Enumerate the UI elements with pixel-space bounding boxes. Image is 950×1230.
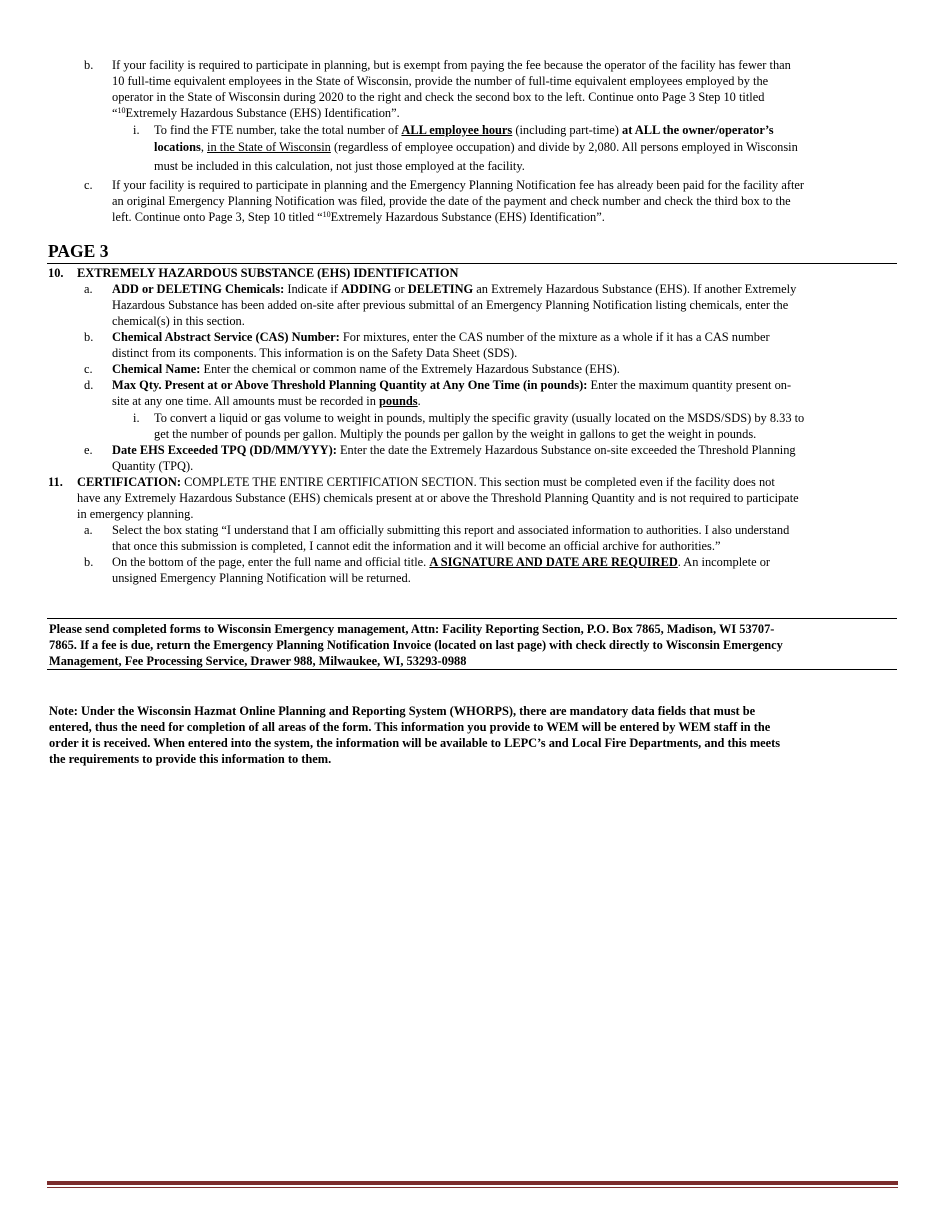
paragraph-line: distinct from its components. This information is on the Safety Data Sheet (SDS). (112, 346, 518, 360)
mailing-instructions: Management, Fee Processing Service, Drawer 988, Milwaukee, WI, 53293-0988 (49, 654, 467, 668)
paragraph-line: Date EHS Exceeded TPQ (DD/MM/YYY): Enter the date the Extremely Hazardous Substance on-site exceeded the Threshold Planning (112, 443, 796, 457)
footer-rule-thin (47, 1187, 898, 1188)
section-number: 11. (48, 475, 63, 489)
paragraph-line: get the number of pounds per gallon. Multiply the pounds per gallon by the weight in gallons to get the weight in pounds. (154, 427, 757, 441)
page-heading: PAGE 3 (48, 241, 109, 261)
paragraph-line: must be included in this calculation, not just those employed at the facility. (154, 159, 525, 173)
list-marker: b. (84, 330, 94, 344)
paragraph-line: Chemical Abstract Service (CAS) Number: For mixtures, enter the CAS number of the mixture as a whole if it has a CAS number (112, 330, 770, 344)
section-divider (47, 263, 897, 264)
list-marker: d. (84, 378, 94, 392)
paragraph-line: Select the box stating “I understand that I am officially submitting this report and associated information to authorities. I also understand (112, 523, 790, 537)
footnote-superscript: 10 (322, 210, 331, 219)
paragraph-line: unsigned Emergency Planning Notification will be returned. (112, 571, 411, 585)
paragraph-line: left. Continue onto Page 3, Step 10 titled “$^{10}$Extremely Hazardous Substance (EHS) Identification”. (112, 210, 605, 224)
paragraph-line: Chemical Name: Enter the chemical or common name of the Extremely Hazardous Substance (EHS). (112, 362, 620, 376)
list-marker: b. (84, 58, 94, 72)
paragraph-line: If your facility is required to participate in planning, but is exempt from paying the fee because the operator of the facility has fewer than (112, 58, 791, 72)
list-marker: i. (133, 123, 140, 137)
paragraph-line: 10 full-time equivalent employees in the State of Wisconsin, provide the number of full-time equivalent employees employed by the (112, 74, 769, 88)
box-bottom-border (47, 669, 897, 670)
list-marker: a. (84, 282, 93, 296)
list-marker: e. (84, 443, 93, 457)
mailing-instructions: 7865. If a fee is due, return the Emergency Planning Notification Invoice (located on last page) with check directly to Wisconsin Emergency (49, 638, 783, 652)
paragraph-line: an original Emergency Planning Notification was filed, provide the date of the payment and check number and check the third box to the (112, 194, 791, 208)
paragraph-line: chemical(s) in this section. (112, 314, 245, 328)
paragraph-line: site at any one time. All amounts must be recorded in pounds. (112, 394, 421, 408)
list-marker: i. (133, 411, 140, 425)
paragraph-line: CERTIFICATION: COMPLETE THE ENTIRE CERTIFICATION SECTION. This section must be completed even if the facility does not (77, 475, 775, 489)
paragraph-line: operator in the State of Wisconsin during 2020 to the right and check the second box to the left. Continue onto Page 3 Step 10 titled (112, 90, 765, 104)
note-paragraph: order it is received. When entered into the system, the information will be available to LEPC’s and Local Fire Departments, and this meets (49, 736, 781, 750)
paragraph-line: Max Qty. Present at or Above Threshold Planning Quantity at Any One Time (in pounds): Enter the maximum quantity present on- (112, 378, 792, 392)
paragraph-line: Quantity (TPQ). (112, 459, 194, 473)
footnote-superscript: 10 (117, 106, 126, 115)
paragraph-line: If your facility is required to participate in planning and the Emergency Planning Notification fee has already been paid for the facility after (112, 178, 805, 192)
paragraph-line: To convert a liquid or gas volume to weight in pounds, multiply the specific gravity (usually located on the MSDS/SDS) by 8.33 to (154, 411, 805, 425)
paragraph-line: have any Extremely Hazardous Substance (EHS) chemicals present at or above the Threshold Planning Quantity and is not required to participate (77, 491, 799, 505)
note-paragraph: entered, thus the need for completion of all areas of the form. This information you provide to WEM will be entered by WEM staff in the (49, 720, 771, 734)
note-paragraph: Note: Under the Wisconsin Hazmat Online Planning and Reporting System (WHORPS), there are mandatory data fields that must be (49, 704, 756, 718)
list-marker: c. (84, 178, 93, 192)
paragraph-line: that once this submission is completed, I cannot edit the information and it will become an official archive for authorities.” (112, 539, 721, 553)
list-marker: a. (84, 523, 93, 537)
list-marker: c. (84, 362, 93, 376)
note-paragraph: the requirements to provide this information to them. (49, 752, 332, 766)
paragraph-line: “$^{10}$Extremely Hazardous Substance (EHS) Identification”. (112, 106, 400, 120)
section-number: 10. (48, 266, 64, 280)
paragraph-line: Hazardous Substance has been added on-site after previous submittal of an Emergency Planning Notification listing chemicals, enter the (112, 298, 789, 312)
paragraph-line: locations, in the State of Wisconsin (regardless of employee occupation) and divide by 2,080. All persons employed in Wisconsin (154, 140, 798, 154)
paragraph-line: To find the FTE number, take the total number of ALL employee hours (including part-time) at ALL the owner/operator’s (154, 123, 774, 137)
paragraph-line: On the bottom of the page, enter the full name and official title. A SIGNATURE AND DATE ARE REQUIRED. An incomplete or (112, 555, 771, 569)
section-title: EXTREMELY HAZARDOUS SUBSTANCE (EHS) IDENTIFICATION (77, 266, 459, 280)
box-top-border (47, 618, 897, 619)
paragraph-line: ADD or DELETING Chemicals: Indicate if ADDING or DELETING an Extremely Hazardous Substance (EHS). If another Extremely (112, 282, 797, 296)
footer-rule (47, 1181, 898, 1185)
list-marker: b. (84, 555, 94, 569)
mailing-instructions: Please send completed forms to Wisconsin Emergency management, Attn: Facility Reporting Section, P.O. Box 7865, Madison, WI 53707- (49, 622, 775, 636)
paragraph-line: in emergency planning. (77, 507, 194, 521)
